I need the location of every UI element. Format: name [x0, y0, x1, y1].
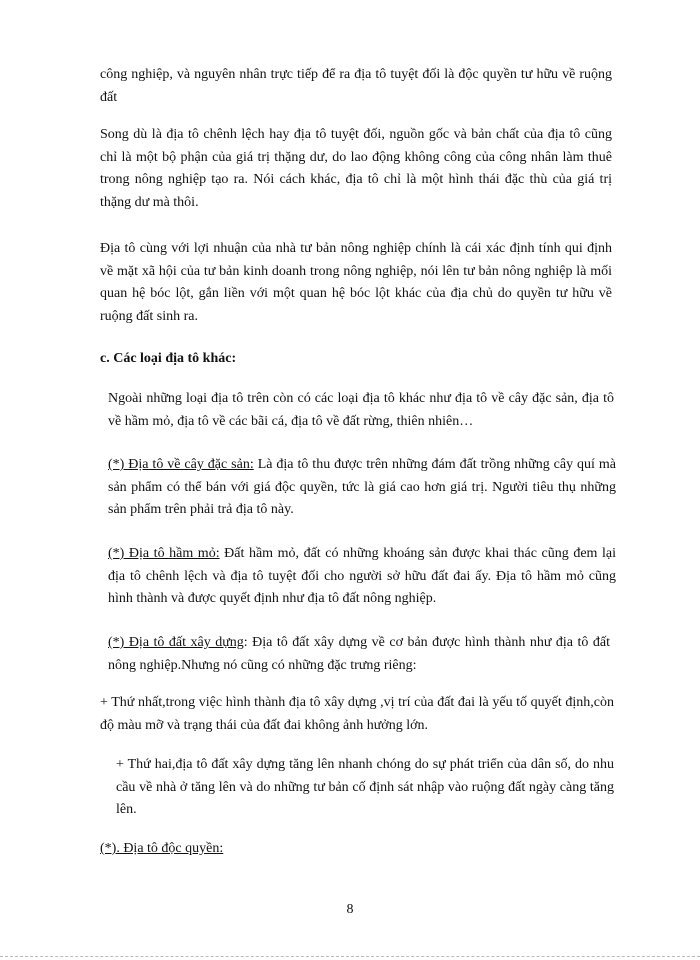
item-label: (*) Địa tô đất xây dựng: [108, 635, 244, 650]
paragraph-origin-nature: Song dù là địa tô chênh lệch hay địa tô tuyệt đối, nguồn gốc và bản chất của địa tô cũng chỉ là một bộ phận của giá trị thặng dư, do lao động không công của công nhân làm thuê trong nông nghiệp tạo ra. Nói cách khác, địa tô chỉ là một hình thái đặc thù của giá trị thặng dư mà thôi.: [100, 127, 612, 210]
item-specialty-crops: [108, 454, 616, 522]
item-text: : Địa tô đất xây dựng về cơ bản được hình thành như địa tô đất nông nghiệp.Nhưng nó cũng có những đặc trưng riêng:: [108, 635, 610, 673]
monopoly-rent-label: (*). Địa tô độc quyền:: [100, 841, 224, 856]
item-label: (*) Địa tô hầm mỏ:: [108, 546, 220, 561]
item-text: Là địa tô thu được trên những đám đất trồng những cây quí mà sản phẩm có thể bán với giá độc quyền, tức là giá cao hơn giá trị. Người tiêu thụ những sản phẩm trên phải trả địa tô này.: [108, 457, 616, 517]
item-mining: [108, 543, 616, 611]
item-label: (*) Địa tô về cây đặc sản:: [108, 457, 254, 472]
page-number: 8: [346, 902, 354, 917]
section-heading: c. Các loại địa tô khác:: [100, 351, 237, 366]
paragraph-social-relation: Địa tô cùng với lợi nhuận của nhà tư bản nông nghiệp chính là cái xác định tính qui định về mặt xã hội của tư bản kinh doanh trong nông nghiệp, nói lên tư bản nông nghiệp là mối quan hệ bóc lột, gắn liền với một quan hệ bóc lột khác của địa chủ do quyền tư hữu về ruộng đất sinh ra.: [100, 241, 612, 324]
page-edge-divider: [0, 956, 700, 957]
section-intro: Ngoài những loại địa tô trên còn có các loại địa tô khác như địa tô về cây đặc sản, địa tô về hầm mỏ, địa tô về các bãi cá, địa tô về đất rừng, thiên nhiên…: [108, 391, 614, 429]
item-construction-land: [108, 632, 610, 677]
item-text: Đất hầm mỏ, đất có những khoáng sản được khai thác cũng đem lại địa tô chênh lệch và địa tô tuyệt đối cho người sở hữu đất đai ấy. Địa tô hầm mỏ cũng hình thành và được quyết định như địa tô đất nông nghiệp.: [108, 546, 616, 606]
point-second: + Thứ hai,địa tô đất xây dựng tăng lên nhanh chóng do sự phát triển của dân số, do nhu cầu về nhà ở tăng lên và do những tư bản cố định sát nhập vào ruộng đất ngày càng tăng lên.: [116, 757, 614, 817]
point-first: + Thứ nhất,trong việc hình thành địa tô xây dựng ,vị trí của đất đai là yếu tố quyết định,còn độ màu mỡ và trạng thái của đất đai không ảnh hưởng lớn.: [100, 695, 614, 733]
paragraph-continuation: công nghiệp, và nguyên nhân trực tiếp để ra địa tô tuyệt đối là độc quyền tư hữu về ruộng đất: [100, 67, 612, 105]
